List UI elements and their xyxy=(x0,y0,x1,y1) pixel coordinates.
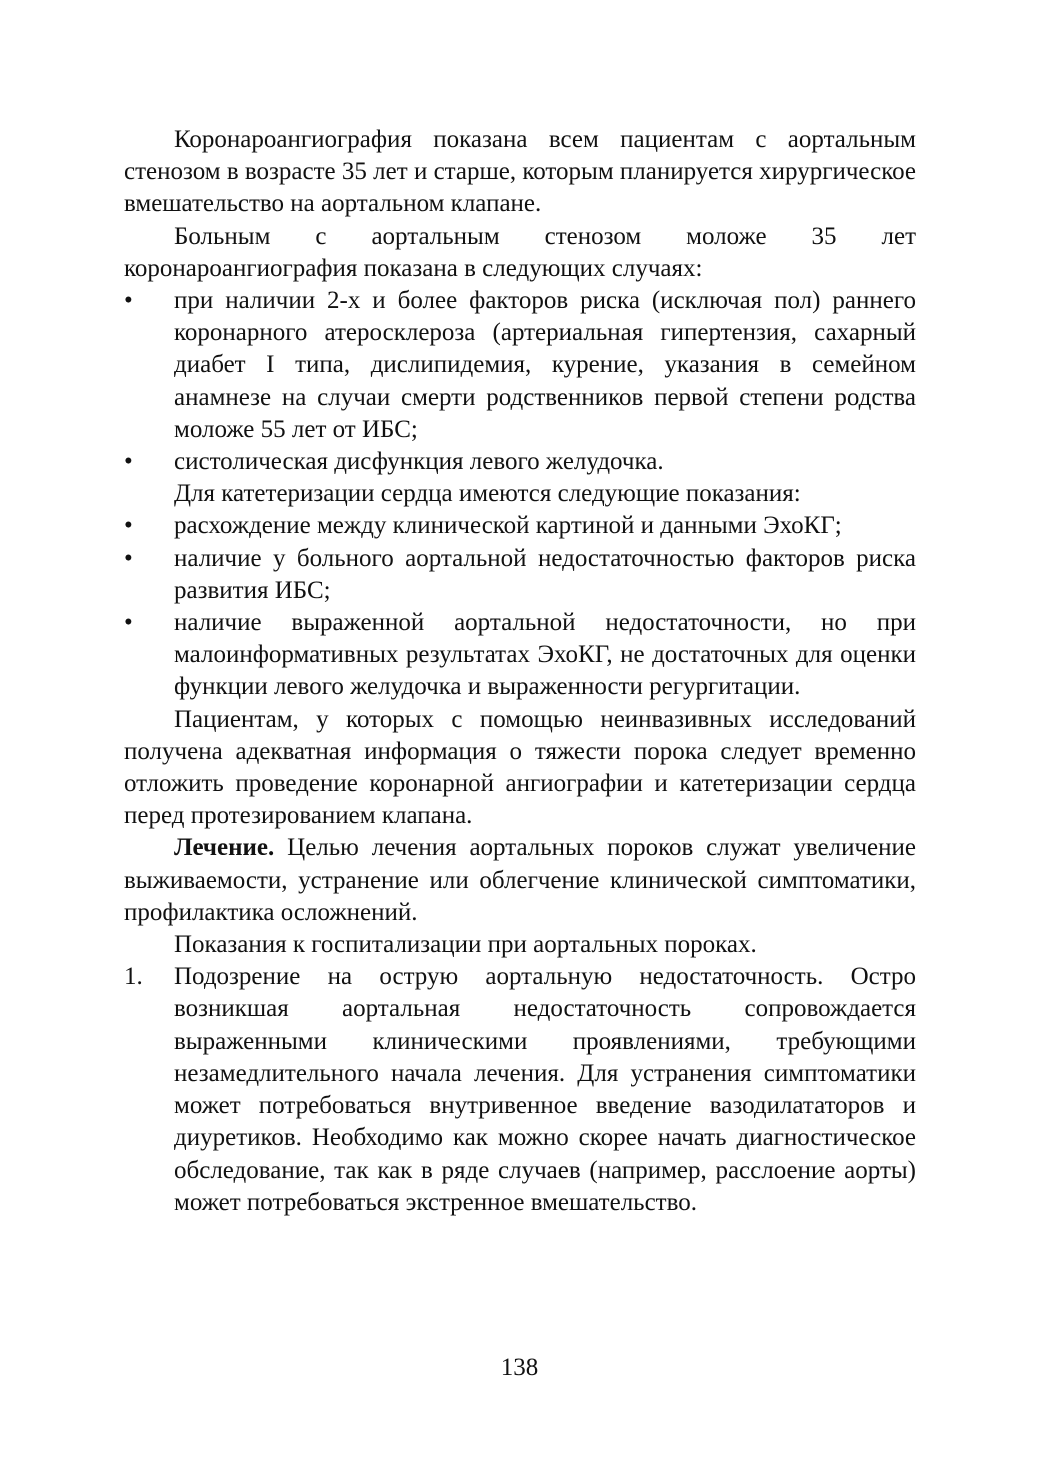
paragraph-coronary-angiography-indication: Коронароангиография показана всем пациентам с аортальным стенозом в возрасте 35 лет и старше, которым планируется хирургическое вмешательство на аортальном клапане. xyxy=(124,126,916,218)
list-item xyxy=(124,543,916,607)
paragraph-young-patients-indication: Больным с аортальным стенозом моложе 35 лет коронароангиография показана в следующих случаях: xyxy=(124,222,916,282)
catheterization-indications-list xyxy=(124,510,916,703)
list-item-text: при наличии 2-х и более факторов риска (исключая пол) раннего коронарного атеросклероза (артериальная гипертензия, сахарный диабет I типа, дислипидемия, курение, указания в семейном анамнезе на случаи смерти родственников первой степени родства моложе 55 лет от ИБС; xyxy=(174,287,916,443)
list-item-text: наличие у больного аортальной недостаточностью факторов риска развития ИБС; xyxy=(174,544,916,604)
paragraph-catheterization-indications: Для катетеризации сердца имеются следующие показания: xyxy=(174,480,801,508)
bullet-marker: • xyxy=(124,609,133,637)
page-body xyxy=(124,124,916,1219)
bullet-marker: • xyxy=(124,544,133,572)
list-item-text: расхождение между клинической картиной и данными ЭхоКГ; xyxy=(174,512,842,540)
list-item xyxy=(124,446,916,478)
paragraph-postpone-angiography: Пациентам, у которых с помощью неинвазивных исследований получена адекватная информация о тяжести порока следует временно отложить проведение коронарной ангиографии и катетеризации сердца перед протезированием клапана. xyxy=(124,705,916,830)
bullet-marker: • xyxy=(124,287,133,315)
list-item-text: наличие выраженной аортальной недостаточности, но при малоинформативных результатах ЭхоКГ, не достаточных для оценки функции левого желудочка и выраженности регургитации. xyxy=(174,609,916,701)
paragraph-hospitalization-indications: Показания к госпитализации при аортальных пороках. xyxy=(174,931,757,959)
hospitalization-indications-list xyxy=(124,961,916,1219)
paragraph-treatment xyxy=(124,832,916,929)
list-item xyxy=(124,285,916,446)
list-item-text: Подозрение на острую аортальную недостаточность. Остро возникшая аортальная недостаточность сопровождается выраженными клиническими проявлениями, требующими незамедлительного начала лечения. Для устранения симптоматики может потребоваться внутривенное введение вазодилататоров и диуретиков. Необходимо как можно скорее начать диагностическое обследование, так как в ряде случаев (например, расслоение аорты) может потребоваться экстренное вмешательство. xyxy=(174,963,916,1216)
list-number: 1. xyxy=(124,963,143,991)
treatment-text: Целью лечения аортальных пороков служат увеличение выживаемости, устранение или облегчение клинической симптоматики, профилактика осложнений. xyxy=(124,834,916,926)
page-number: 138 xyxy=(500,1354,539,1381)
list-item-text: систолическая дисфункция левого желудочка. xyxy=(174,448,664,476)
bullet-marker: • xyxy=(124,512,133,540)
list-item xyxy=(124,510,916,542)
list-item xyxy=(124,607,916,704)
treatment-heading: Лечение. xyxy=(174,834,275,862)
bullet-marker: • xyxy=(124,448,133,476)
risk-factors-list xyxy=(124,285,916,478)
numbered-list-item xyxy=(124,961,916,1219)
